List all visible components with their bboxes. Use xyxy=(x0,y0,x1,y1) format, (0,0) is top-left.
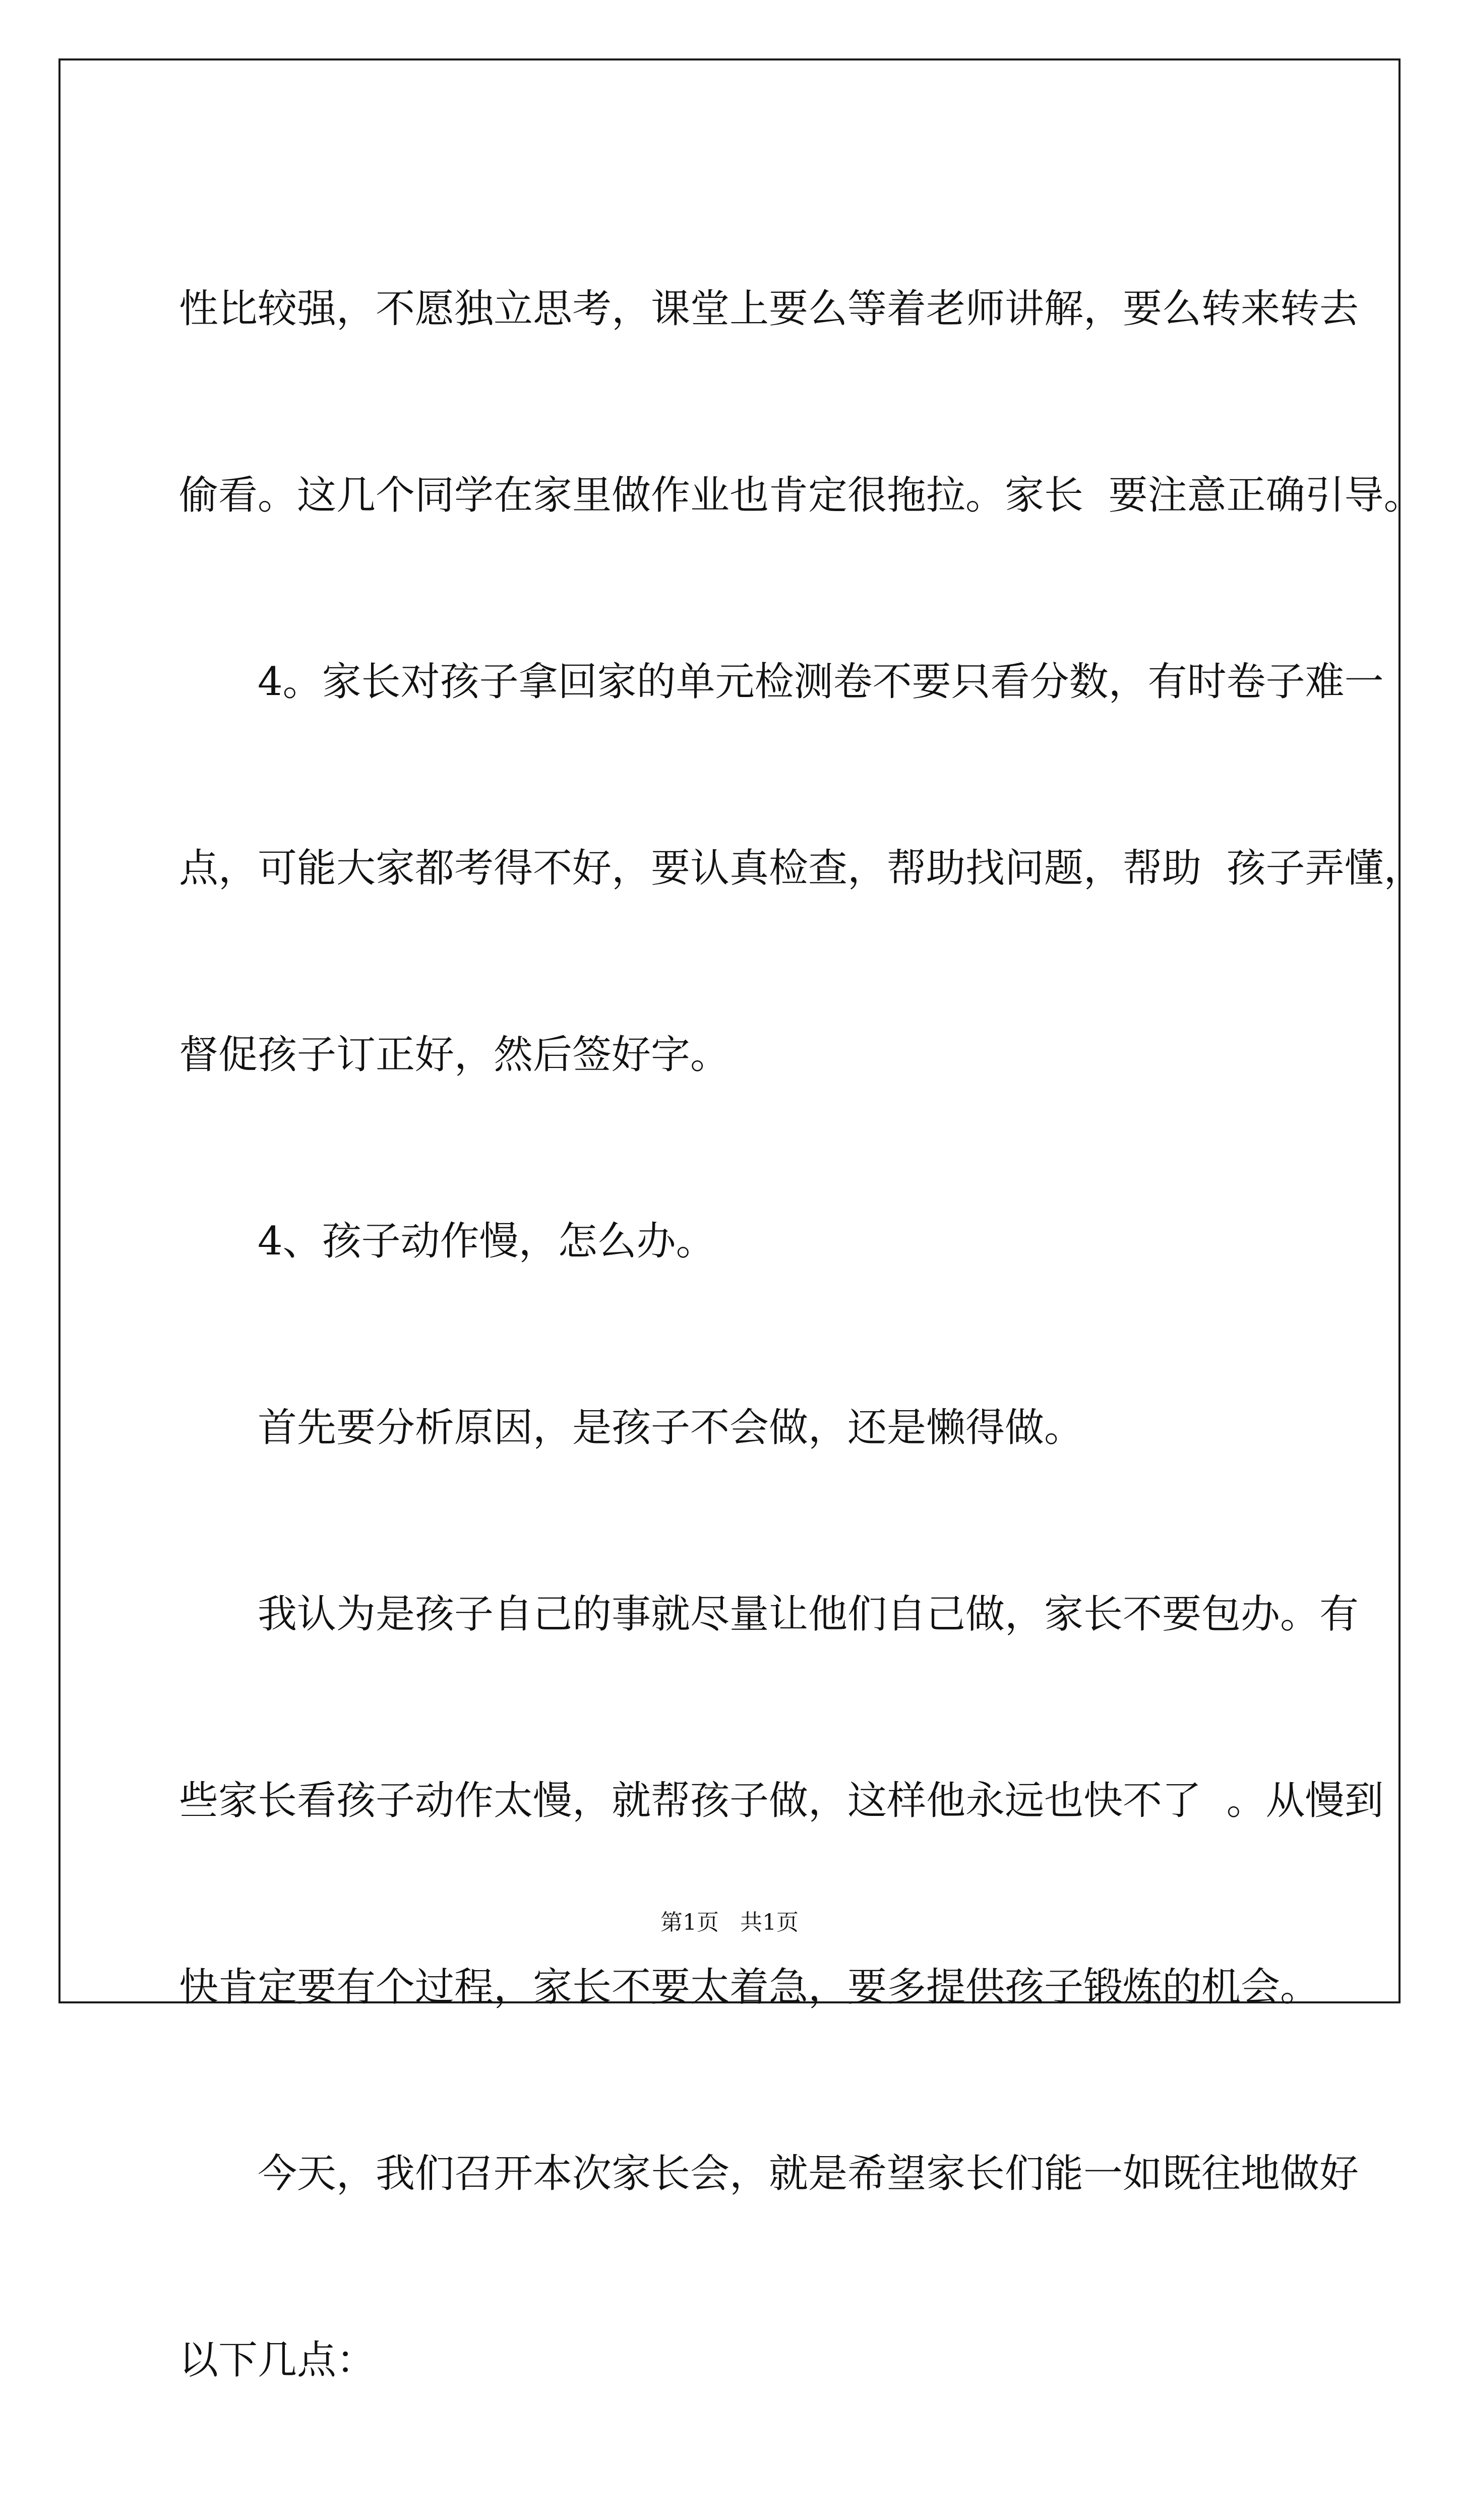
text-line-9: 些家长看孩子动作太慢，就帮孩子做，这样他永远也快不了 。从慢到 xyxy=(179,1778,1384,1823)
text-line-1: 性比较强，不愿独立思考，课堂上要么等着老师讲解，要么转来转去 xyxy=(179,286,1359,332)
text-line-4: 点，可能大家都考得不好，要认真检查，帮助找问题，帮助 孩子弄懂， xyxy=(179,846,1423,891)
text-line-12: 以下几点： xyxy=(179,2338,376,2383)
document-body xyxy=(179,191,1423,2520)
page-footer: 第1页 共1页 xyxy=(660,1910,799,1935)
text-line-2: 偷看。这几个同学在家里做作业也肯定很拖拉。家长 要注意正确引导。 xyxy=(179,473,1423,518)
text-line-5: 督促孩子订正好，然后签好字。 xyxy=(179,1032,730,1078)
text-line-7: 首先要分析原因，是孩子不会做，还是懒得做。 xyxy=(258,1405,1084,1451)
text-line-6: 4、孩子动作慢，怎么办。 xyxy=(258,1219,715,1264)
text-line-11: 今天，我们召开本次家长会，就是希望家长们能一如既往地做好 xyxy=(258,2151,1359,2196)
text-line-13 xyxy=(179,2519,1287,2520)
text-line-10: 快肯定要有个过程，家长不要太着急，要多提供孩子锻炼的机会。 xyxy=(179,1965,1320,2010)
text-line-8: 我认为是孩子自己的事就尽量让他们自己做，家长不要包办。有 xyxy=(258,1592,1359,1637)
text-line-3: 4。家长对孩子拿回家的单元检测卷不要只看分数，有时卷子难一 xyxy=(258,659,1384,705)
